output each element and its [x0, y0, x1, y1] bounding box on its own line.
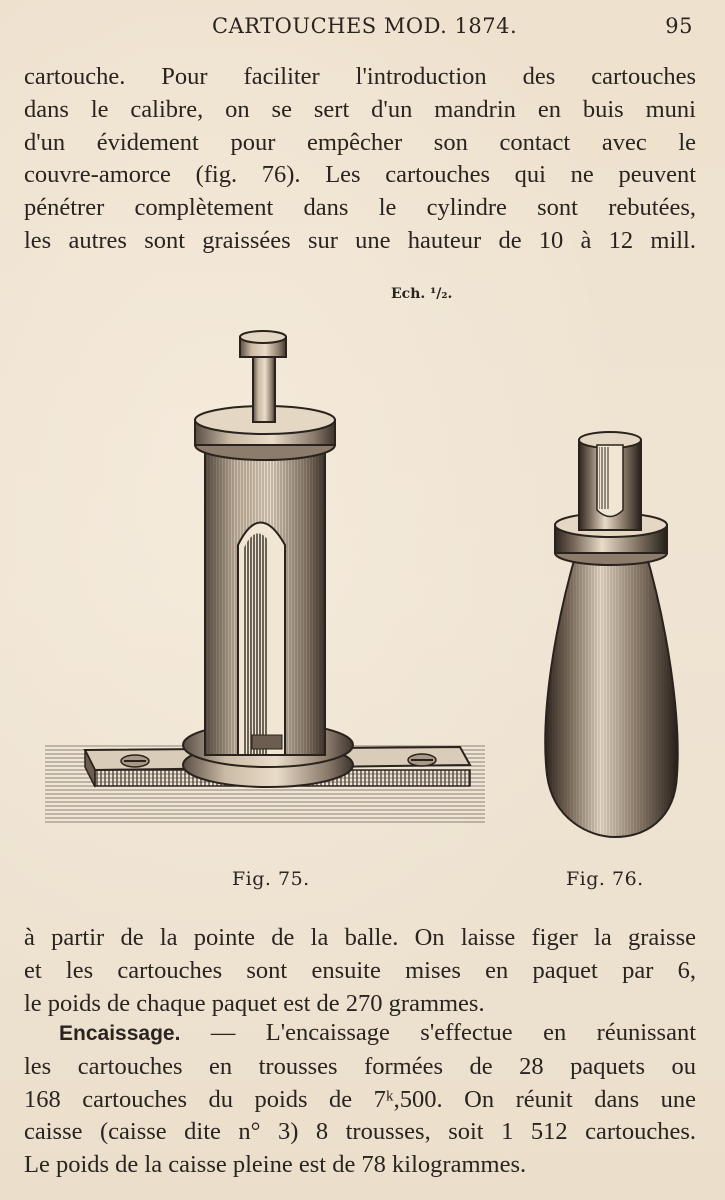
- text-line: les autres sont graissées sur une hauteur de 10 à 12 mill.: [24, 226, 696, 254]
- text-line: cartouche. Pour faciliter l'introduction des cartouches: [24, 63, 696, 90]
- cartridge-gauge-cylinder-icon: [40, 325, 500, 835]
- text-line: à partir de la pointe de la balle. On laisse figer la graisse: [24, 924, 696, 951]
- running-title: CARTOUCHES MOD. 1874.: [212, 14, 518, 38]
- text-line: d'un évidement pour empêcher son contact avec le: [24, 128, 696, 156]
- running-header: [0, 14, 725, 44]
- text-line: 168 cartouches du poids de 7ᵏ,500. On réunit dans une: [24, 1085, 696, 1113]
- paragraph-intro: [24, 61, 696, 258]
- section-lead: Encaissage.: [59, 1022, 181, 1045]
- paragraph-encaissage: [24, 1017, 696, 1182]
- figure-caption-left: Fig. 75.: [232, 868, 310, 890]
- text-line-rest: — L'encaissage s'effectue en réunissant: [180, 1019, 696, 1046]
- text-line: le poids de chaque paquet est de 270 grammes.: [24, 989, 485, 1017]
- boxwood-mandrel-icon: [535, 425, 690, 845]
- text-line: couvre-amorce (fig. 76). Les cartouches qui ne peuvent: [24, 161, 696, 189]
- text-line: Le poids de la caisse pleine est de 78 kilogrammes.: [24, 1151, 527, 1179]
- text-line: et les cartouches sont ensuite mises en paquet par 6,: [24, 956, 696, 984]
- text-line: dans le calibre, on se sert d'un mandrin en buis muni: [24, 95, 696, 123]
- paragraph-continuation: [24, 922, 696, 1020]
- figure-caption-right: Fig. 76.: [566, 868, 644, 890]
- text-line: les cartouches en trousses formées de 28 paquets ou: [24, 1052, 696, 1080]
- text-line: pénétrer complètement dans le cylindre sont rebutées,: [24, 194, 696, 222]
- figure-scale-label: Ech. ¹/₂.: [391, 286, 453, 302]
- text-line: [24, 1017, 696, 1051]
- page-number: 95: [665, 14, 693, 38]
- text-line: caisse (caisse dite n° 3) 8 trousses, soit 1 512 cartouches.: [24, 1118, 696, 1146]
